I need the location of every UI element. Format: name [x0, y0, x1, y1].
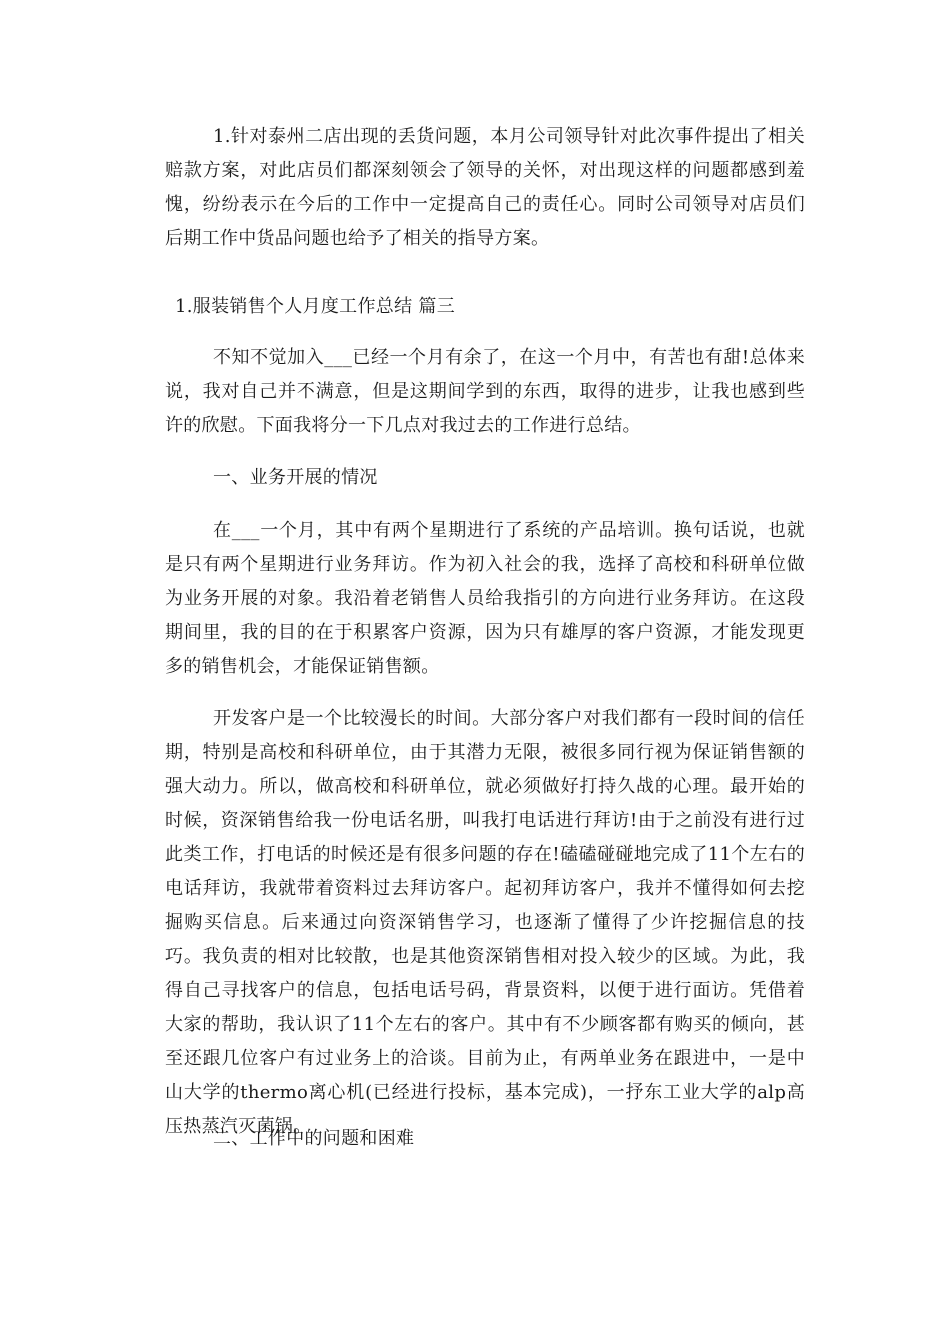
paragraph-loss-issue: 1.针对泰州二店出现的丢货问题，本月公司领导针对此次事件提出了相关赔款方案，对此店员们都深刻领会了领导的关怀，对出现这样的问题都感到羞愧，纷纷表示在今后的工作中一定提高自己的责任心。同时公司领导对店员们后期工作中货品问题也给予了相关的指导方案。 — [165, 126, 805, 249]
heading-problems-difficulties: 二、工作中的问题和困难 — [213, 1128, 415, 1149]
paragraph-client-development: 开发客户是一个比较漫长的时间。大部分客户对我们都有一段时间的信任期，特别是高校和科研单位，由于其潜力无限，被很多同行视为保证销售额的强大动力。所以，做高校和科研单位，就必须做好打持久战的心理。最开始的时候，资深销售给我一份电话名册，叫我打电话进行拜访!由于之前没有进行过此类工作，打电话的时候还是有很多问题的存在!磕磕碰碰地完成了11个左右的电话拜访，我就带着资料过去拜访客户。起初拜访客户，我并不懂得如何去挖掘购买信息。后来通过向资深销售学习，也逐渐了懂得了少许挖掘信息的技巧。我负责的相对比较散，也是其他资深销售相对投入较少的区域。为此，我得自己寻找客户的信息，包括电话号码，背景资料，以便于进行面访。凭借着大家的帮助，我认识了11个左右的客户。其中有不少顾客都有购买的倾向，甚至还跟几位客户有过业务上的洽谈。目前为止，有两单业务在跟进中，一是中山大学的thermo离心机(已经进行投标，基本完成)，一抒东工业大学的alp高压热蒸汽灭菌锅。 — [165, 708, 805, 1137]
paragraph-business-visits: 在___一个月，其中有两个星期进行了系统的产品培训。换句话说，也就是只有两个星期进行业务拜访。作为初入社会的我，选择了高校和科研单位做为业务开展的对象。我沿着老销售人员给我指引的方向进行业务拜访。在这段期间里，我的目的在于积累客户资源，因为只有雄厚的客户资源，才能发现更多的销售机会，才能保证销售额。 — [165, 520, 805, 677]
section-title: 1.服装销售个人月度工作总结 篇三 — [175, 296, 455, 317]
heading-business-development: 一、业务开展的情况 — [213, 467, 378, 488]
paragraph-intro: 不知不觉加入___已经一个月有余了，在这一个月中，有苦也有甜!总体来说，我对自己并不满意，但是这期间学到的东西，取得的进步，让我也感到些许的欣慰。下面我将分一下几点对我过去的工作进行总结。 — [165, 347, 805, 436]
